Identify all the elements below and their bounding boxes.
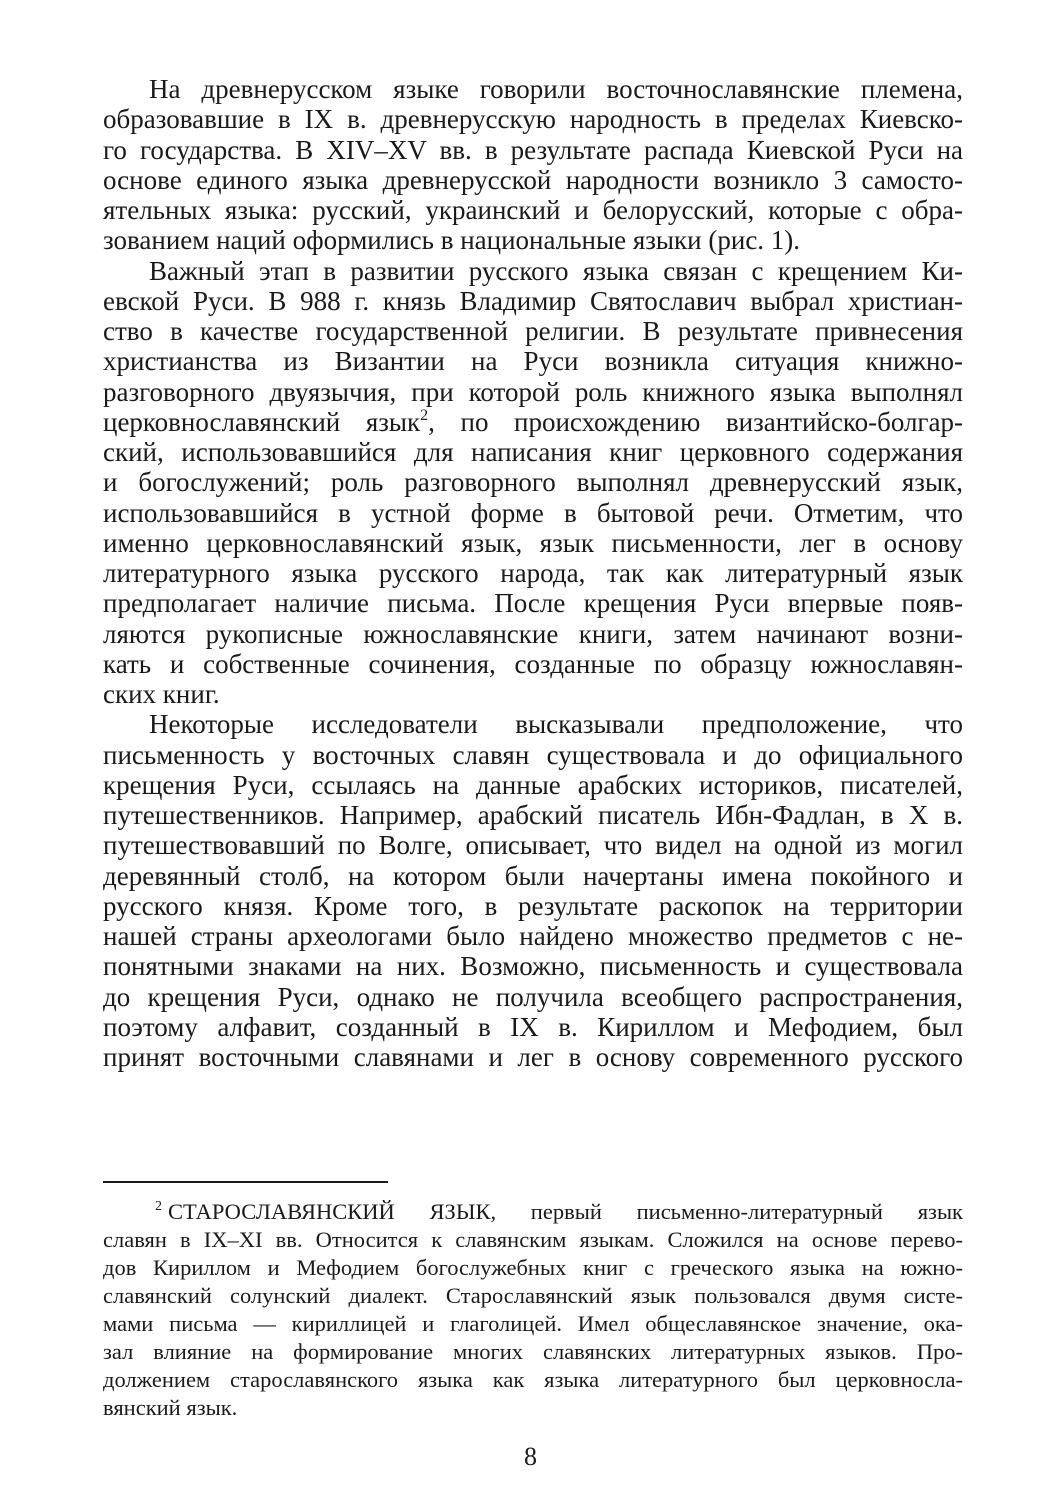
footnote-reference[interactable]: 2 bbox=[420, 406, 429, 424]
text-line: русского князя. Кроме того, в результате раскопок на территории bbox=[103, 890, 963, 921]
footnote-line: славянский солунский диалект. Старославянский язык пользовался двумя систе- bbox=[103, 1283, 963, 1308]
text-line: ляются рукописные южнославянские книги, затем начинают возни- bbox=[103, 618, 963, 649]
main-text bbox=[103, 74, 963, 1072]
text-line: именно церковнославянский язык, язык письменности, лег в основу bbox=[103, 527, 963, 558]
text-line: до крещения Руси, однако не получила всеобщего распространения, bbox=[103, 981, 963, 1012]
text-line: использовавшийся в устной форме в бытовой речи. Отметим, что bbox=[103, 497, 963, 528]
text-line: ских книг. bbox=[103, 679, 220, 709]
footnote-line: должением старославянского языка как языка литературного был церковносла- bbox=[103, 1367, 963, 1392]
text-line: разговорного двуязычия, при которой роль книжного языка выполнял bbox=[103, 376, 963, 407]
text-line: нашей страны археологами было найдено множество предметов с не- bbox=[103, 921, 963, 951]
text-fragment: церковнославянский язык bbox=[103, 406, 421, 437]
text-line: понятными знаками на них. Возможно, письменность и существовала bbox=[103, 951, 963, 982]
text-line: ский, использовавшийся для написания книг церковного содержания bbox=[103, 437, 963, 467]
text-line-with-footnote bbox=[103, 407, 963, 437]
footnote-line: мами письма — кириллицей и глаголицей. Имел общеславянское значение, ока- bbox=[103, 1311, 963, 1336]
text-line: образовавшие в IX в. древнерусскую народность в пределах Киевско- bbox=[103, 104, 963, 135]
text-line: предполагает наличие письма. После крещения Руси впервые появ- bbox=[103, 588, 963, 619]
footnote-line: вянский язык. bbox=[103, 1395, 238, 1420]
text-line: ство в качестве государственной религии. В результате привнесения bbox=[103, 316, 963, 346]
text-line: евской Руси. В 988 г. князь Владимир Святославич выбрал христиан- bbox=[103, 285, 963, 316]
text-fragment: , по происхождению византийско-болгар- bbox=[428, 406, 963, 437]
text-line: крещения Руси, ссылаясь на данные арабских историков, писателей, bbox=[103, 769, 963, 800]
footnote-divider bbox=[103, 1181, 388, 1183]
text-fragment: СТАРОСЛАВЯНСКИЙ ЯЗЫК, первый письменно-литературный язык bbox=[168, 1199, 963, 1224]
text-line: основе единого языка древнерусской народности возникло 3 самосто- bbox=[103, 164, 963, 195]
text-line: литературного языка русского народа, так как литературный язык bbox=[103, 558, 963, 588]
text-line: путешественников. Например, арабский писатель Ибн-Фадлан, в X в. bbox=[103, 800, 963, 830]
footnote-line: зал влияние на формирование многих славянских литературных языков. Про- bbox=[103, 1339, 963, 1364]
text-line: го государства. В XIV–XV вв. в результате распада Киевской Руси на bbox=[103, 134, 963, 165]
text-line: кать и собственные сочинения, созданные по образцу южнославян- bbox=[103, 648, 963, 679]
text-line: На древнерусском языке говорили восточнославянские племена, bbox=[149, 74, 963, 104]
text-line: поэтому алфавит, созданный в IX в. Кириллом и Мефодием, был bbox=[103, 1011, 963, 1042]
text-line: Некоторые исследователи высказывали предположение, что bbox=[149, 709, 963, 740]
footnote bbox=[103, 1198, 963, 1422]
text-line: ятельных языка: русский, украинский и белорусский, которые с обра- bbox=[103, 195, 963, 225]
footnote-mark: 2 bbox=[155, 1199, 162, 1214]
text-line: и богослужений; роль разговорного выполнял древнерусский язык, bbox=[103, 467, 963, 498]
text-line: принят восточными славянами и лег в основу современного русского bbox=[103, 1042, 963, 1072]
footnote-line: славян в IX–XI вв. Относится к славянским языкам. Сложился на основе перево- bbox=[103, 1227, 963, 1252]
page-number: 8 bbox=[524, 1442, 537, 1471]
footnote-line: дов Кириллом и Мефодием богослужебных книг с греческого языка на южно- bbox=[103, 1255, 963, 1280]
text-line: зованием наций оформились в национальные языки (рис. 1). bbox=[103, 225, 801, 256]
footnote-line bbox=[103, 1198, 963, 1226]
text-line: деревянный столб, на котором были начертаны имена покойного и bbox=[103, 860, 963, 891]
text-line: путешествовавший по Волге, описывает, что видел на одной из могил bbox=[103, 830, 963, 861]
text-line: христианства из Византии на Руси возникла ситуация книжно- bbox=[103, 346, 963, 377]
text-line: Важный этап в развитии русского языка связан с крещением Ки- bbox=[149, 255, 963, 286]
text-line: письменность у восточных славян существовала и до официального bbox=[103, 739, 963, 770]
